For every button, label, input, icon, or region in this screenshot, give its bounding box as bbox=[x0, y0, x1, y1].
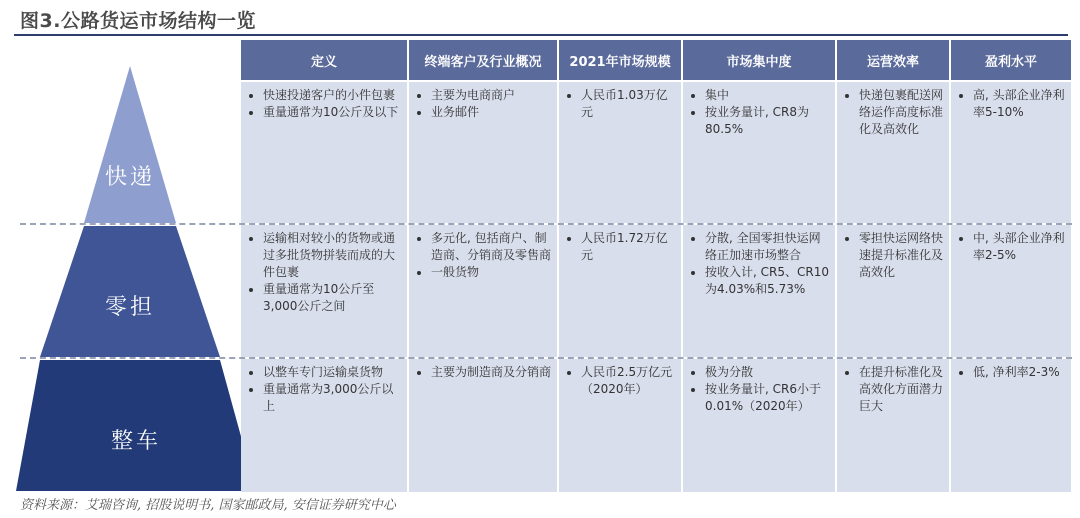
bullet-item: • 零担快运网络快速提升标准化及高效化 bbox=[859, 230, 943, 281]
source-note: 资料来源：艾瑞咨询, 招股说明书, 国家邮政局, 安信证券研究中心 bbox=[20, 498, 396, 513]
bullet-list bbox=[249, 230, 401, 315]
bullet-list bbox=[249, 87, 401, 121]
bullet-list bbox=[567, 364, 675, 398]
bullet-list bbox=[249, 364, 401, 415]
bullet-item: • 重量通常为3,000公斤以上 bbox=[263, 381, 401, 415]
tier-label-ltl: 零担 bbox=[104, 295, 155, 320]
cell-definition bbox=[241, 82, 409, 223]
bullet-item: • 低, 净利率2-3% bbox=[973, 364, 1065, 381]
bullet-item: • 按业务量计, CR6小于0.01%（2020年） bbox=[705, 381, 829, 415]
header-efficiency: 运营效率 bbox=[837, 40, 951, 80]
bullet-item: • 按业务量计, CR8为80.5% bbox=[705, 104, 829, 138]
cell-efficiency bbox=[837, 82, 951, 223]
header-definition: 定义 bbox=[241, 40, 409, 80]
header-customers: 终端客户及行业概况 bbox=[409, 40, 559, 80]
cell-definition bbox=[241, 225, 409, 357]
bullet-list bbox=[691, 230, 829, 298]
bullet-item: • 极为分散 bbox=[705, 364, 829, 381]
cell-customers bbox=[409, 225, 559, 357]
bullet-list bbox=[567, 87, 675, 121]
bullet-item: • 主要为制造商及分销商 bbox=[431, 364, 551, 381]
bullet-item: • 主要为电商商户 bbox=[431, 87, 551, 104]
bullet-item: • 中, 头部企业净利率2-5% bbox=[973, 230, 1065, 264]
bullet-list bbox=[691, 87, 829, 138]
header-profitability: 盈利水平 bbox=[951, 40, 1071, 80]
bullet-item: • 重量通常为10公斤至3,000公斤之间 bbox=[263, 281, 401, 315]
header-concentration: 市场集中度 bbox=[683, 40, 837, 80]
bullet-item: • 按收入计, CR5、CR10为4.03%和5.73% bbox=[705, 264, 829, 298]
bullet-item: • 运输相对较小的货物或通过多批货物拼装而成的大件包裹 bbox=[263, 230, 401, 281]
cell-concentration bbox=[683, 225, 837, 357]
bullet-list bbox=[417, 87, 551, 121]
bullet-list bbox=[845, 230, 943, 281]
cell-profitability bbox=[951, 225, 1071, 357]
bullet-item: • 业务邮件 bbox=[431, 104, 551, 121]
tier-divider bbox=[20, 223, 1072, 225]
cell-concentration bbox=[683, 82, 837, 223]
bullet-list bbox=[845, 87, 943, 138]
bullet-list bbox=[417, 230, 551, 281]
cell-market-size bbox=[559, 82, 683, 223]
bullet-item: • 人民币2.5万亿元（2020年） bbox=[581, 364, 675, 398]
tier-label-ftl: 整车 bbox=[110, 429, 161, 454]
cell-market-size bbox=[559, 359, 683, 492]
bullet-item: • 多元化, 包括商户、制造商、分销商及零售商 bbox=[431, 230, 551, 264]
bullet-item: • 以整车专门运输桌货物 bbox=[263, 364, 401, 381]
cell-efficiency bbox=[837, 225, 951, 357]
cell-market-size bbox=[559, 225, 683, 357]
bullet-list bbox=[691, 364, 829, 415]
cell-customers bbox=[409, 82, 559, 223]
page-title: 图3.公路货运市场结构一览 bbox=[20, 10, 256, 32]
bullet-list bbox=[417, 364, 551, 381]
bullet-list bbox=[567, 230, 675, 264]
bullet-list bbox=[959, 87, 1065, 121]
pyramid-tier-express bbox=[84, 66, 176, 223]
tier-divider bbox=[20, 357, 1072, 359]
bullet-item: • 在提升标准化及高效化方面潜力巨大 bbox=[859, 364, 943, 415]
header-market-size: 2021年市场规模 bbox=[559, 40, 683, 80]
tier-label-express: 快递 bbox=[104, 165, 155, 190]
bullet-item: • 高, 头部企业净利率5-10% bbox=[973, 87, 1065, 121]
bullet-item: • 重量通常为10公斤及以下 bbox=[263, 104, 401, 121]
bullet-list bbox=[959, 364, 1065, 381]
bullet-item: • 一般货物 bbox=[431, 264, 551, 281]
cell-profitability bbox=[951, 359, 1071, 492]
bullet-item: • 人民币1.03万亿元 bbox=[581, 87, 675, 121]
cell-efficiency bbox=[837, 359, 951, 492]
bullet-list bbox=[845, 364, 943, 415]
bullet-item: • 分散, 全国零担快运网络正加速市场整合 bbox=[705, 230, 829, 264]
bullet-item: • 快速投递客户的小件包裹 bbox=[263, 87, 401, 104]
cell-definition bbox=[241, 359, 409, 492]
cell-profitability bbox=[951, 82, 1071, 223]
table-header-row bbox=[241, 40, 1071, 80]
cell-customers bbox=[409, 359, 559, 492]
cell-concentration bbox=[683, 359, 837, 492]
bullet-list bbox=[959, 230, 1065, 264]
bullet-item: • 人民币1.72万亿元 bbox=[581, 230, 675, 264]
bullet-item: • 快递包裹配送网络运作高度标准化及高效化 bbox=[859, 87, 943, 138]
market-structure-table bbox=[241, 40, 1071, 492]
bullet-item: • 集中 bbox=[705, 87, 829, 104]
